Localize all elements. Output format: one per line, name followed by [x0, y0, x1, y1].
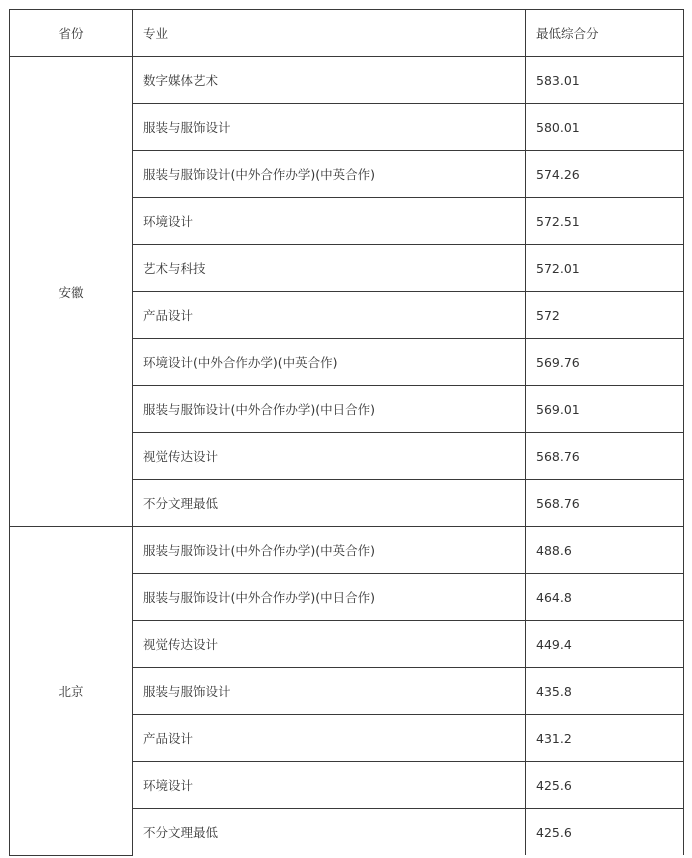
score-cell: 568.76 [526, 480, 684, 527]
score-cell: 425.6 [526, 762, 684, 809]
score-cell: 435.8 [526, 668, 684, 715]
score-cell: 425.6 [526, 809, 684, 856]
score-table [9, 9, 684, 856]
major-cell: 产品设计 [133, 292, 526, 339]
score-cell: 572.51 [526, 198, 684, 245]
major-cell: 视觉传达设计 [133, 433, 526, 480]
score-cell: 431.2 [526, 715, 684, 762]
major-cell: 环境设计(中外合作办学)(中英合作) [133, 339, 526, 386]
table-body [10, 57, 684, 856]
score-cell: 569.01 [526, 386, 684, 433]
province-cell: 安徽 [10, 57, 133, 527]
major-cell: 数字媒体艺术 [133, 57, 526, 104]
score-cell: 488.6 [526, 527, 684, 574]
major-cell: 环境设计 [133, 198, 526, 245]
score-cell: 583.01 [526, 57, 684, 104]
major-cell: 服装与服饰设计(中外合作办学)(中日合作) [133, 574, 526, 621]
score-cell: 572 [526, 292, 684, 339]
header-province: 省份 [10, 10, 133, 57]
major-cell: 不分文理最低 [133, 809, 526, 856]
major-cell: 视觉传达设计 [133, 621, 526, 668]
score-cell: 464.8 [526, 574, 684, 621]
score-cell: 574.26 [526, 151, 684, 198]
major-cell: 艺术与科技 [133, 245, 526, 292]
major-cell: 服装与服饰设计(中外合作办学)(中英合作) [133, 151, 526, 198]
table-header [10, 10, 684, 57]
score-cell: 580.01 [526, 104, 684, 151]
header-major: 专业 [133, 10, 526, 57]
score-cell: 568.76 [526, 433, 684, 480]
major-cell: 服装与服饰设计(中外合作办学)(中英合作) [133, 527, 526, 574]
table-row [10, 57, 684, 104]
table-row [10, 527, 684, 574]
major-cell: 服装与服饰设计 [133, 104, 526, 151]
province-cell: 北京 [10, 527, 133, 856]
header-row [10, 10, 684, 57]
score-cell: 569.76 [526, 339, 684, 386]
major-cell: 服装与服饰设计 [133, 668, 526, 715]
major-cell: 产品设计 [133, 715, 526, 762]
score-cell: 449.4 [526, 621, 684, 668]
major-cell: 不分文理最低 [133, 480, 526, 527]
header-score: 最低综合分 [526, 10, 684, 57]
major-cell: 环境设计 [133, 762, 526, 809]
major-cell: 服装与服饰设计(中外合作办学)(中日合作) [133, 386, 526, 433]
score-cell: 572.01 [526, 245, 684, 292]
